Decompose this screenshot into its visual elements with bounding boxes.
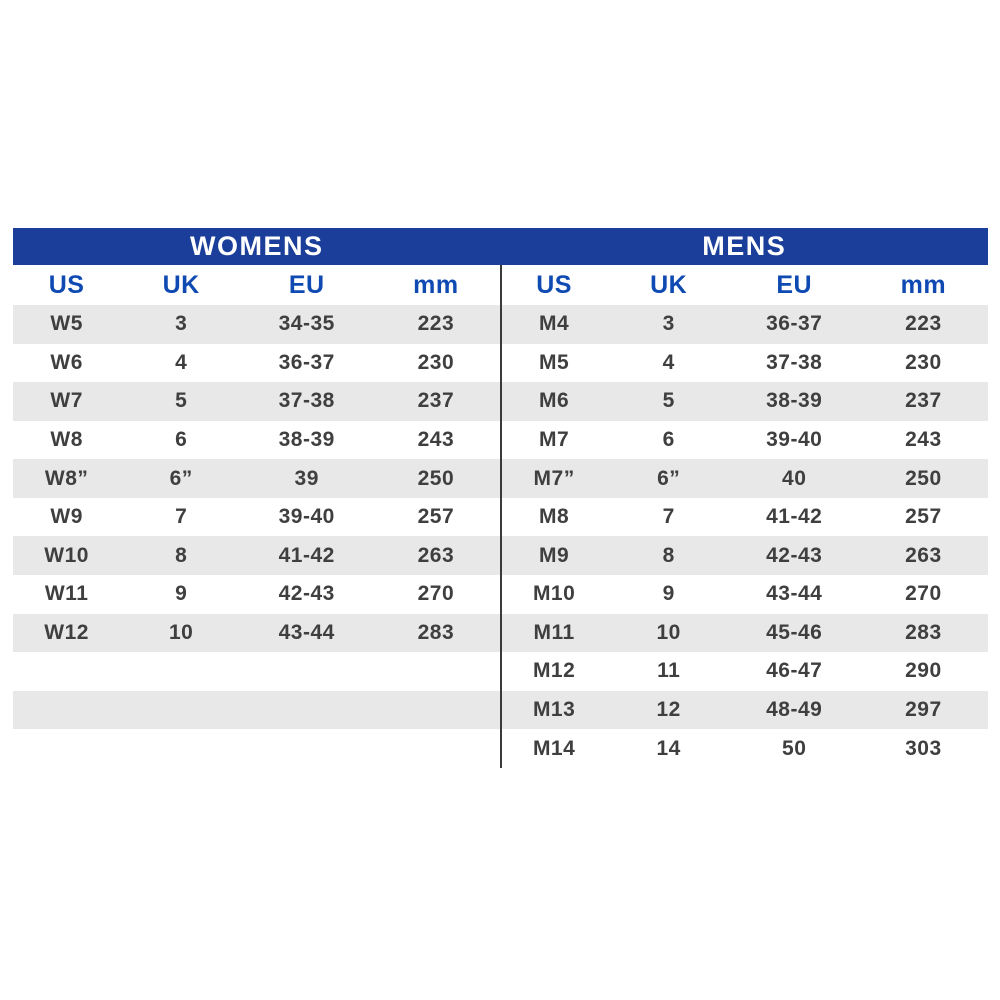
table-cell: M7” <box>533 466 575 490</box>
column-header: UK <box>162 270 200 299</box>
table-cell: M6 <box>539 389 570 413</box>
table-cell: 297 <box>905 698 942 722</box>
table-cell: M14 <box>532 736 576 760</box>
mens-section-title: MENS <box>702 231 787 261</box>
table-row <box>13 305 501 344</box>
table-cell: 39 <box>294 466 319 490</box>
vertical-divider <box>500 265 502 768</box>
column-header: UK <box>650 270 688 299</box>
column-header-row <box>501 265 989 305</box>
table-cell: 283 <box>905 620 942 644</box>
table-cell: 38-39 <box>278 428 335 452</box>
table-cell: 39-40 <box>766 428 823 452</box>
table-cell: 38-39 <box>766 389 823 413</box>
table-cell: 45-46 <box>766 620 823 644</box>
table-cell: M8 <box>539 505 570 529</box>
table-cell: 36-37 <box>278 350 335 374</box>
table-row <box>13 729 501 768</box>
table-row <box>13 614 501 653</box>
table-cell: 46-47 <box>766 659 823 683</box>
table-cell: 9 <box>662 582 675 606</box>
table-cell: 40 <box>782 466 807 490</box>
column-header: US <box>48 270 85 299</box>
table-cell: 6 <box>175 428 188 452</box>
table-cell: 257 <box>905 505 942 529</box>
table-cell: 263 <box>417 543 455 567</box>
mens-size-table <box>501 265 989 768</box>
table-row <box>13 498 501 537</box>
table-cell: 6 <box>662 428 675 452</box>
table-cell: 12 <box>656 698 681 722</box>
table-cell: 3 <box>662 312 675 336</box>
table-cell: 14 <box>656 736 681 760</box>
column-header-row <box>13 265 501 305</box>
table-row <box>501 575 989 614</box>
table-cell: M9 <box>539 543 570 567</box>
table-row <box>13 536 501 575</box>
table-row <box>501 652 989 691</box>
table-row <box>501 691 989 730</box>
table-cell: 8 <box>662 543 675 567</box>
table-cell: W8” <box>44 466 89 490</box>
table-row <box>501 614 989 653</box>
table-cell: M5 <box>539 350 570 374</box>
table-row <box>501 498 989 537</box>
table-cell: 41-42 <box>766 505 823 529</box>
table-cell: M7 <box>539 428 570 452</box>
table-cell: 223 <box>417 312 455 336</box>
table-cell: 6” <box>657 466 681 490</box>
table-row <box>13 652 501 691</box>
table-cell: 10 <box>656 620 681 644</box>
table-cell: 11 <box>657 659 681 683</box>
table-cell: W9 <box>50 505 83 529</box>
table-cell: W6 <box>50 350 83 374</box>
table-row <box>501 421 989 460</box>
womens-section-title: WOMENS <box>190 231 324 261</box>
table-cell: 5 <box>175 389 188 413</box>
table-cell: 37-38 <box>278 389 335 413</box>
table-cell: M12 <box>532 659 576 683</box>
table-cell: 9 <box>175 582 188 606</box>
section-title-bar <box>13 228 988 265</box>
table-cell: 10 <box>169 620 194 644</box>
table-row <box>13 459 501 498</box>
table-row <box>501 729 989 768</box>
table-row <box>13 691 501 730</box>
table-cell: W11 <box>44 582 89 606</box>
table-cell: 6” <box>169 466 193 490</box>
table-cell: 250 <box>905 466 942 490</box>
table-cell: 243 <box>905 428 942 452</box>
table-cell: 230 <box>905 350 942 374</box>
table-cell: 43-44 <box>278 620 335 644</box>
tables-container <box>13 265 988 768</box>
table-row <box>13 344 501 383</box>
table-cell: 42-43 <box>278 582 335 606</box>
table-cell: W7 <box>50 389 83 413</box>
table-cell: W5 <box>50 312 83 336</box>
table-cell: 34-35 <box>278 312 335 336</box>
table-row <box>501 459 989 498</box>
table-cell: 37-38 <box>766 350 823 374</box>
table-cell: 41-42 <box>278 543 335 567</box>
table-cell: 290 <box>905 659 942 683</box>
table-cell: 223 <box>905 312 942 336</box>
column-header: mm <box>413 270 459 299</box>
table-cell: M11 <box>533 620 575 644</box>
table-cell: 257 <box>417 505 455 529</box>
table-cell: 243 <box>417 428 455 452</box>
column-header: mm <box>900 270 947 299</box>
shoe-size-chart <box>13 228 988 768</box>
table-row <box>13 421 501 460</box>
table-row <box>501 305 989 344</box>
table-cell: 283 <box>417 620 455 644</box>
table-cell: 36-37 <box>766 312 823 336</box>
table-cell: 7 <box>662 505 675 529</box>
table-cell: 50 <box>782 736 807 760</box>
table-cell: 3 <box>175 312 188 336</box>
column-header: EU <box>776 270 813 299</box>
table-cell: 5 <box>662 389 675 413</box>
table-cell: 7 <box>175 505 188 529</box>
table-cell: 4 <box>175 350 188 374</box>
table-cell: M13 <box>532 698 576 722</box>
table-cell: M4 <box>539 312 570 336</box>
table-cell: 42-43 <box>766 543 823 567</box>
table-cell: W12 <box>44 620 89 644</box>
table-cell: 303 <box>905 736 942 760</box>
table-row <box>501 382 989 421</box>
table-row <box>501 536 989 575</box>
table-row <box>13 382 501 421</box>
table-cell: M10 <box>532 582 576 606</box>
column-header: EU <box>288 270 325 299</box>
table-cell: 270 <box>905 582 942 606</box>
table-cell: 43-44 <box>766 582 823 606</box>
table-cell: 237 <box>417 389 455 413</box>
table-cell: W10 <box>44 543 89 567</box>
column-header: US <box>536 270 572 299</box>
table-cell: 263 <box>905 543 942 567</box>
table-cell: 4 <box>662 350 675 374</box>
table-cell: 270 <box>417 582 455 606</box>
table-row <box>501 344 989 383</box>
table-cell: 48-49 <box>766 698 823 722</box>
table-cell: 8 <box>175 543 188 567</box>
womens-size-table <box>13 265 501 768</box>
table-cell: W8 <box>50 428 83 452</box>
table-cell: 39-40 <box>278 505 335 529</box>
table-cell: 230 <box>417 350 455 374</box>
table-cell: 237 <box>905 389 942 413</box>
table-cell: 250 <box>417 466 455 490</box>
table-row <box>13 575 501 614</box>
